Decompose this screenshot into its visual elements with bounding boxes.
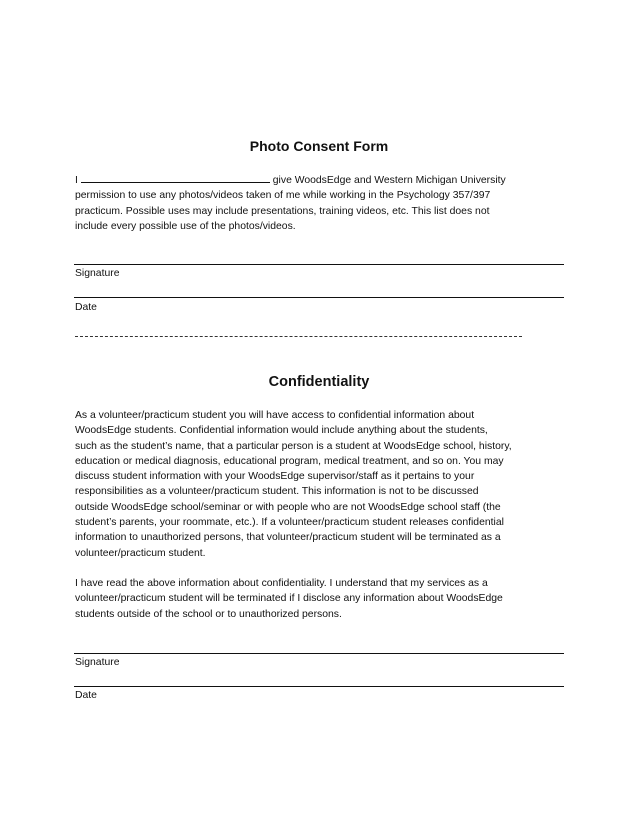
confidentiality-paragraph — [75, 408, 567, 561]
confidentiality-line: volunteer/practicum student. — [75, 547, 206, 559]
confidentiality-line: education or medical diagnosis, educational program, medical treatment, and so on. You may — [75, 455, 504, 467]
section-divider — [75, 336, 522, 337]
photo-consent-title: Photo Consent Form — [249, 138, 389, 154]
confidentiality-signature-line[interactable] — [74, 653, 564, 654]
name-blank-field[interactable] — [81, 172, 270, 183]
name-prefix: I — [75, 175, 78, 186]
confidentiality-line: discuss student information with your WoodsEdge supervisor/staff as it pertains to your — [75, 471, 475, 483]
confidentiality-line: As a volunteer/practicum student you will have access to confidential information about — [75, 410, 475, 421]
photo-consent-line: I give WoodsEdge and Western Michigan University — [75, 172, 567, 188]
photo-consent-line: include every possible use of the photos/videos. — [75, 220, 296, 232]
confidentiality-date-line[interactable] — [74, 686, 564, 687]
acknowledgement-line: students outside of the school or to unauthorized persons. — [75, 608, 342, 620]
photo-date-label: Date — [75, 302, 97, 313]
acknowledgement-line: volunteer/practicum student will be terminated if I disclose any information about WoodsEdge — [75, 593, 503, 605]
photo-date-line[interactable] — [74, 297, 564, 298]
photo-signature-line[interactable] — [74, 264, 564, 265]
photo-signature-label: Signature — [75, 268, 120, 279]
confidentiality-line: such as the student’s name, that a particular person is a student at WoodsEdge school, history, — [75, 440, 512, 452]
confidentiality-signature-label: Signature — [75, 657, 120, 668]
confidentiality-line: WoodsEdge students. Confidential information would include anything about the students, — [75, 425, 488, 437]
photo-consent-paragraph — [75, 172, 567, 234]
photo-consent-line: permission to use any photos/videos taken of me while working in the Psychology 357/397 — [75, 190, 491, 202]
confidentiality-line: student’s parents, your roommate, etc.). If a volunteer/practicum student releases confidential — [75, 517, 504, 529]
confidentiality-line: outside WoodsEdge school/seminar or with people who are not WoodsEdge school staff (the — [75, 501, 501, 513]
confidentiality-date-label: Date — [75, 690, 97, 701]
acknowledgement-line: I have read the above information about confidentiality. I understand that my services as a — [75, 578, 488, 589]
confidentiality-line: information to unauthorized persons, that volunteer/practicum student will be terminated as a — [75, 532, 501, 544]
confidentiality-title: Confidentiality — [268, 374, 370, 390]
confidentiality-line: responsibilities as a volunteer/practicum student. This information is not to be discussed — [75, 486, 479, 498]
acknowledgement-paragraph — [75, 576, 567, 622]
photo-consent-line: practicum. Possible uses may include presentations, training videos, etc. This list does not — [75, 205, 490, 217]
